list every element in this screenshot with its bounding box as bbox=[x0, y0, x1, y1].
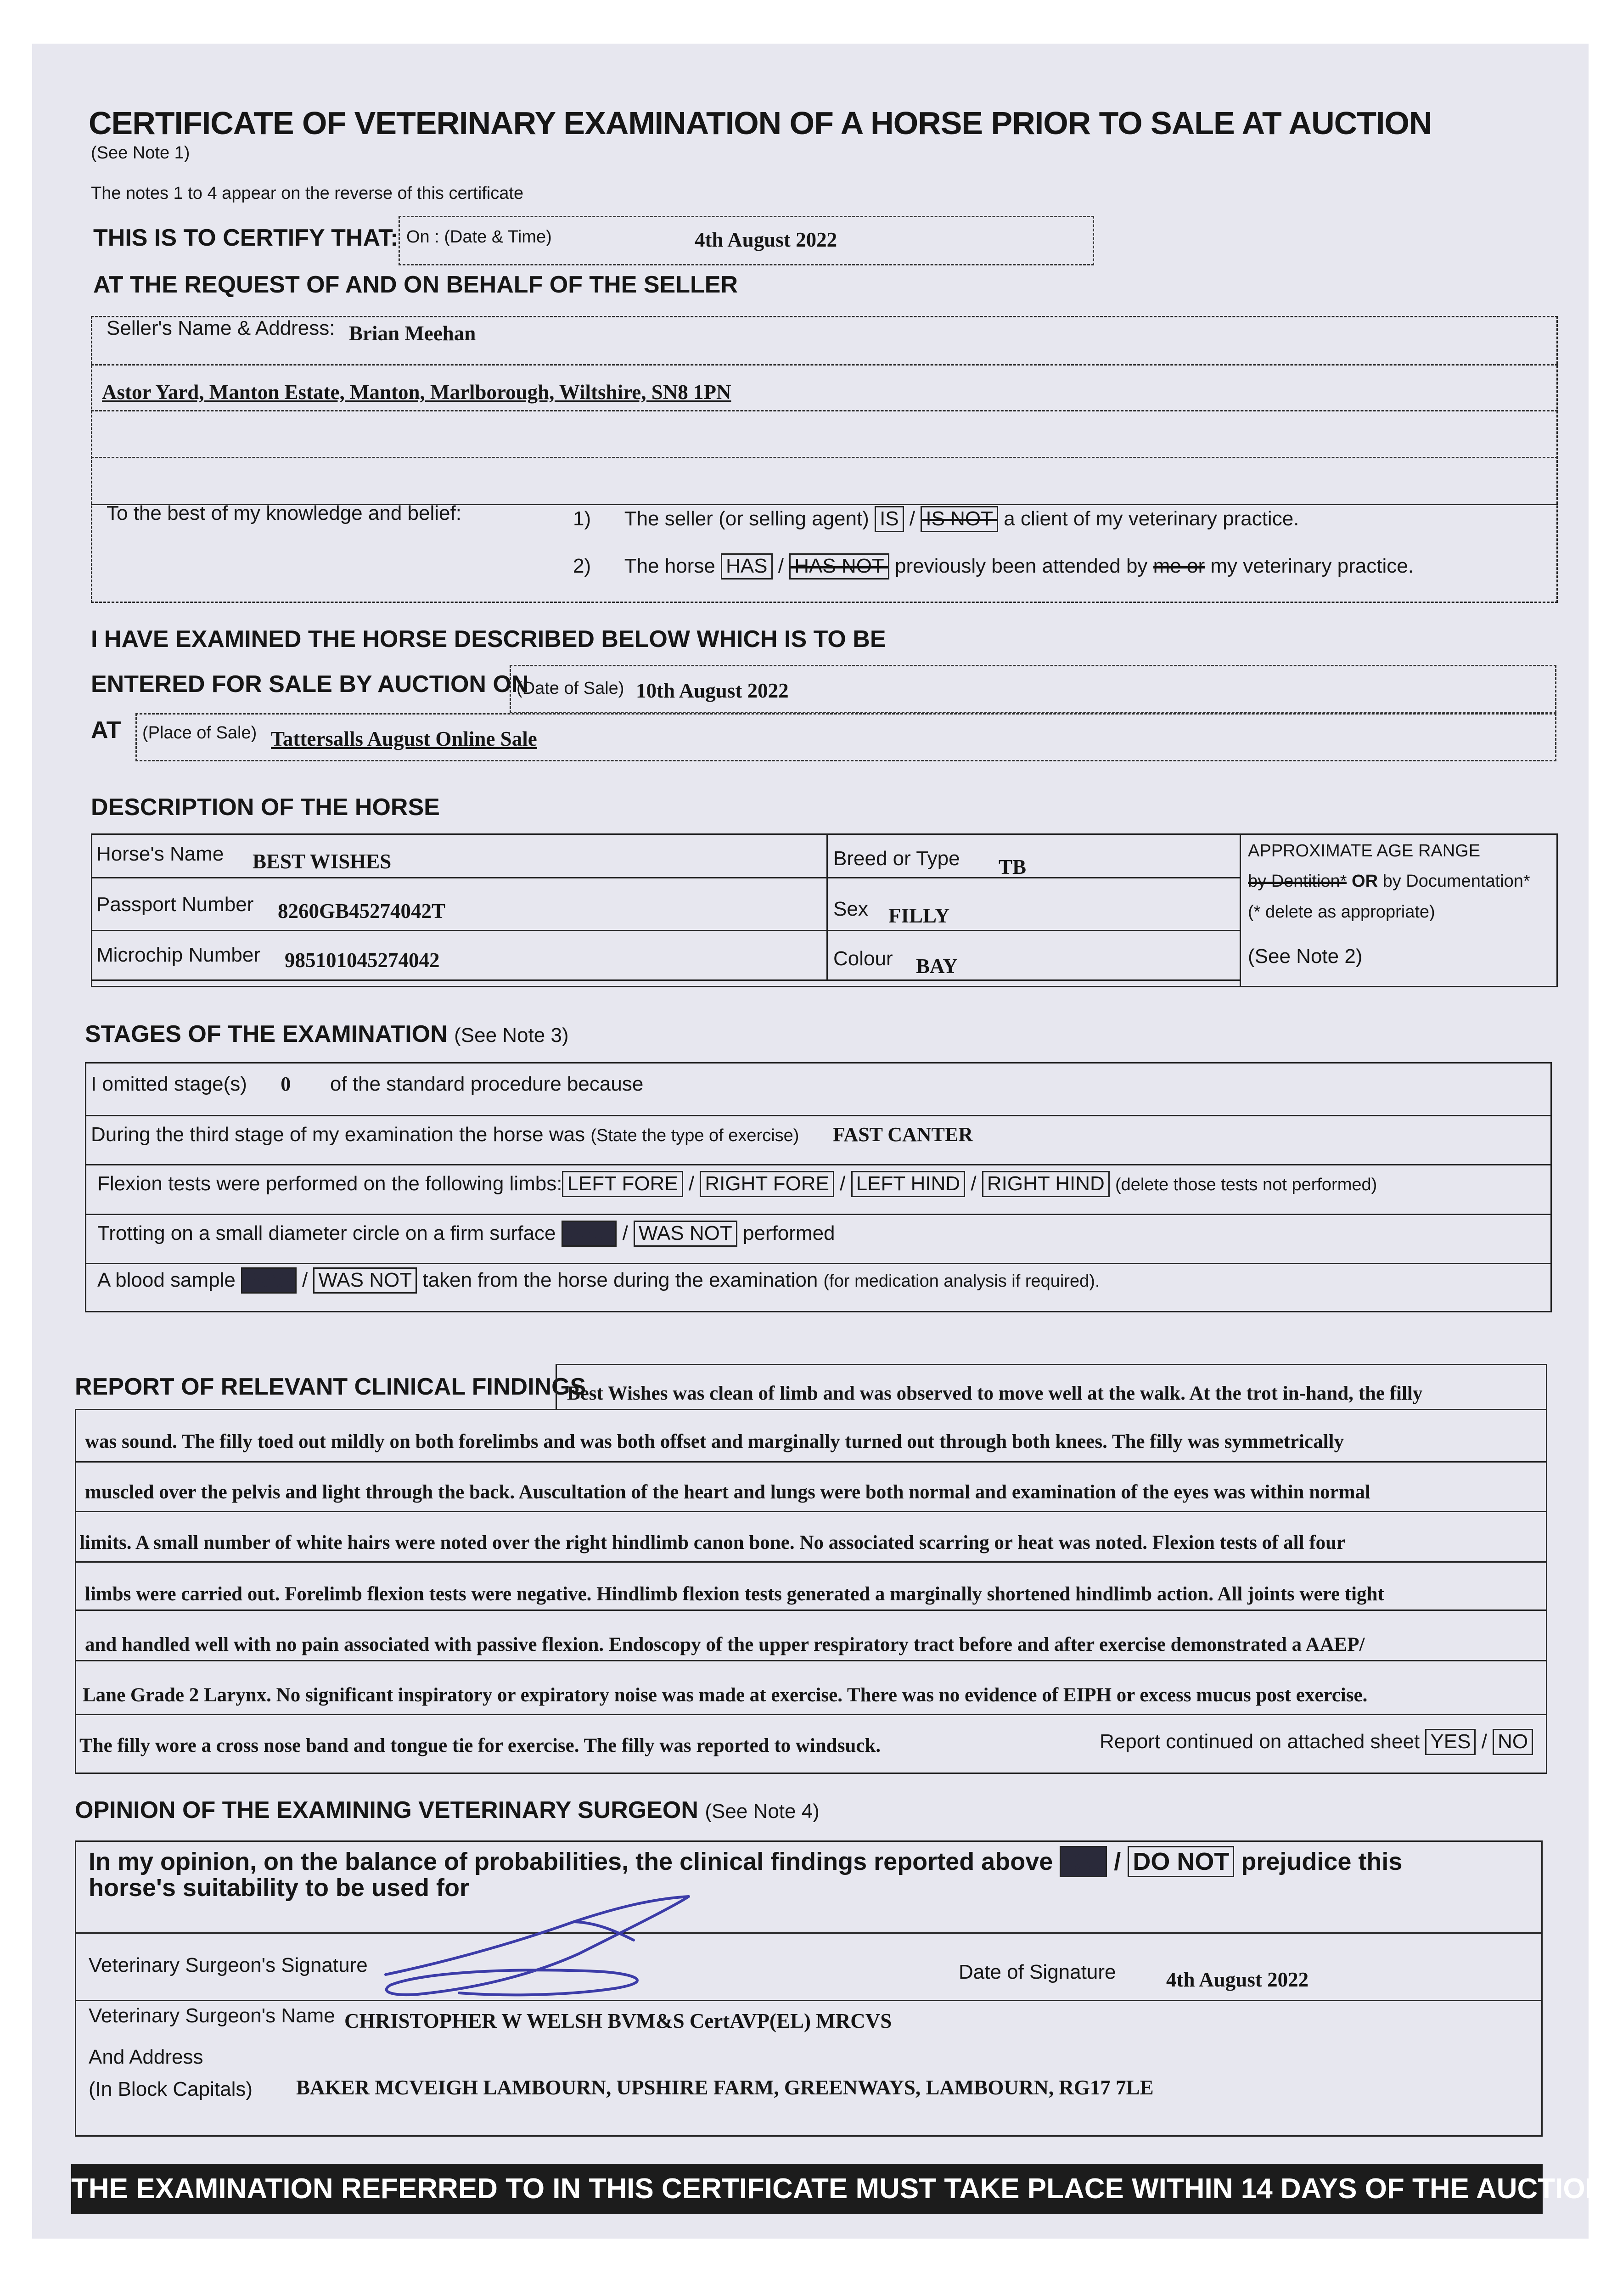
horse-has-not-option: HAS NOT bbox=[789, 553, 889, 580]
report-right-border bbox=[1546, 1364, 1547, 1773]
third-stage-row: During the third stage of my examination the horse was (State the type of exercise) FAST CANTER bbox=[91, 1123, 973, 1146]
sex-label: Sex bbox=[833, 898, 868, 920]
description-row-line bbox=[91, 979, 1240, 981]
description-row-line bbox=[91, 930, 1240, 931]
vet-name-value: CHRISTOPHER W WELSH BVM&S CertAVP(EL) MRCVS bbox=[344, 2009, 892, 2032]
report-line: was sound. The filly toed out mildly on both forelimbs and was both offset and marginally turned out through both knees. The filly was symmetrically bbox=[85, 1431, 1344, 1452]
report-left-border bbox=[75, 1409, 76, 1773]
seller-name-value: Brian Meehan bbox=[349, 322, 476, 345]
report-row-line bbox=[75, 1511, 1547, 1512]
seller-is-not-option: IS NOT bbox=[921, 506, 998, 532]
seller-is-option: IS bbox=[875, 506, 904, 532]
vet-address-label: And Address bbox=[89, 2046, 203, 2068]
description-row-line bbox=[91, 877, 1240, 878]
age-range-options: by Dentition* OR by Documentation* bbox=[1248, 872, 1530, 891]
certify-label: THIS IS TO CERTIFY THAT: bbox=[93, 225, 399, 251]
age-by-dentition-struck: by Dentition* bbox=[1248, 872, 1347, 891]
third-stage-value: FAST CANTER bbox=[832, 1123, 973, 1146]
stages-row-line bbox=[85, 1164, 1552, 1165]
footer-banner: THE EXAMINATION REFERRED TO IN THIS CERTIFICATE MUST TAKE PLACE WITHIN 14 DAYS OF THE AUCTION bbox=[71, 2164, 1543, 2214]
on-date-time-label: On : (Date & Time) bbox=[406, 227, 552, 247]
flexion-right-fore: RIGHT FORE bbox=[700, 1171, 834, 1197]
report-line: and handled well with no pain associated with passive flexion. Endoscopy of the upper respiratory tract before and after exercise demonstrated a AAEP/ bbox=[85, 1634, 1365, 1655]
report-row-line bbox=[75, 1714, 1547, 1715]
continued-no: NO bbox=[1493, 1729, 1533, 1755]
see-note-1: (See Note 1) bbox=[91, 143, 190, 163]
opinion-do-redacted: DO bbox=[1060, 1846, 1107, 1877]
breed-label: Breed or Type bbox=[833, 847, 960, 870]
handwritten-signature-icon bbox=[358, 1894, 707, 2004]
opinion-row-line bbox=[75, 2000, 1543, 2001]
blood-sample-row: A blood sample WAS / WAS NOT taken from the horse during the examination (for medication analysis if required). bbox=[97, 1267, 1100, 1294]
date-of-signature-value: 4th August 2022 bbox=[1166, 1968, 1309, 1991]
flexion-left-hind: LEFT HIND bbox=[851, 1171, 966, 1197]
passport-value: 8260GB45274042T bbox=[278, 900, 446, 923]
opinion-heading: OPINION OF THE EXAMINING VETERINARY SURGEON (See Note 4) bbox=[75, 1797, 820, 1823]
trotting-row: Trotting on a small diameter circle on a firm surface WAS / WAS NOT performed bbox=[97, 1221, 835, 1247]
microchip-label: Microchip Number bbox=[96, 944, 260, 966]
stages-heading: STAGES OF THE EXAMINATION (See Note 3) bbox=[85, 1021, 569, 1047]
seller-address-value: Astor Yard, Manton Estate, Manton, Marlborough, Wiltshire, SN8 1PN bbox=[102, 381, 731, 404]
knowledge-label: To the best of my knowledge and belief: bbox=[107, 502, 461, 524]
report-row-line bbox=[75, 1409, 1547, 1410]
seller-row-line bbox=[91, 410, 1558, 411]
report-line: limits. A small number of white hairs were noted over the right hindlimb canon bone. No associated scarring or heat was noted. Flexion tests of all four bbox=[79, 1532, 1346, 1553]
report-line: Best Wishes was clean of limb and was observed to move well at the walk. At the trot in-hand, the filly bbox=[567, 1383, 1423, 1404]
passport-label: Passport Number bbox=[96, 893, 254, 916]
stages-row-line bbox=[85, 1115, 1552, 1116]
at-label: AT bbox=[91, 717, 121, 743]
date-of-signature-label: Date of Signature bbox=[959, 1961, 1116, 1983]
horse-name-label: Horse's Name bbox=[96, 843, 224, 865]
age-see-note: (See Note 2) bbox=[1248, 945, 1363, 968]
omitted-stages-row: I omitted stage(s) 0 of the standard procedure because bbox=[91, 1073, 644, 1095]
vet-address-sublabel: (In Block Capitals) bbox=[89, 2078, 253, 2100]
stages-row-line bbox=[85, 1263, 1552, 1264]
place-of-sale-value: Tattersalls August Online Sale bbox=[271, 727, 537, 750]
opinion-row-line bbox=[75, 1932, 1543, 1934]
colour-value: BAY bbox=[916, 955, 958, 978]
me-or-struck: me or bbox=[1153, 555, 1205, 577]
sex-value: FILLY bbox=[888, 904, 950, 927]
flexion-left-fore: LEFT FORE bbox=[562, 1171, 683, 1197]
age-delete-note: (* delete as appropriate) bbox=[1248, 902, 1435, 922]
vet-name-label: Veterinary Surgeon's Name bbox=[89, 2004, 335, 2027]
trotting-was-redacted: WAS bbox=[562, 1221, 617, 1247]
certificate-title: CERTIFICATE OF VETERINARY EXAMINATION OF A HORSE PRIOR TO SALE AT AUCTION bbox=[89, 105, 1432, 141]
report-top-line bbox=[556, 1364, 1547, 1365]
report-bottom-line bbox=[75, 1773, 1547, 1774]
seller-name-label: Seller's Name & Address: bbox=[107, 317, 335, 339]
description-col-divider bbox=[1240, 833, 1241, 987]
place-of-sale-label: (Place of Sale) bbox=[142, 723, 257, 743]
report-line: limbs were carried out. Forelimb flexion tests were negative. Hindlimb flexion tests generated a marginally shortened hindlimb action. All joints were tight bbox=[85, 1583, 1384, 1605]
exam-date-value: 4th August 2022 bbox=[695, 228, 837, 251]
blood-was-redacted: WAS bbox=[241, 1267, 297, 1294]
horse-has-option: HAS bbox=[721, 553, 772, 580]
flexion-row: Flexion tests were performed on the following limbs: LEFT FORE / RIGHT FORE / LEFT HIND / RIGHT HIND (delete those tests not performed) bbox=[97, 1171, 1377, 1197]
microchip-value: 985101045274042 bbox=[285, 949, 440, 972]
report-continued: Report continued on attached sheet YES / NO bbox=[1100, 1729, 1533, 1755]
signature-label: Veterinary Surgeon's Signature bbox=[89, 1954, 368, 1976]
knowledge-item-1: 1) The seller (or selling agent) IS / IS NOT a client of my veterinary practice. bbox=[573, 506, 1299, 532]
horse-name-value: BEST WISHES bbox=[253, 850, 392, 873]
colour-label: Colour bbox=[833, 947, 893, 970]
knowledge-item-2: 2) The horse HAS / HAS NOT previously been attended by me or my veterinary practice. bbox=[573, 553, 1414, 580]
blood-was-not: WAS NOT bbox=[313, 1267, 417, 1294]
report-heading: REPORT OF RELEVANT CLINICAL FINDINGS bbox=[75, 1373, 586, 1400]
report-line: Lane Grade 2 Larynx. No significant inspiratory or expiratory noise was made at exercise. There was no evidence of EIPH or excess mucus post exercise. bbox=[83, 1684, 1368, 1706]
report-row-line bbox=[75, 1561, 1547, 1563]
breed-value: TB bbox=[999, 855, 1027, 878]
vet-address-value: BAKER MCVEIGH LAMBOURN, UPSHIRE FARM, GREENWAYS, LAMBOURN, RG17 7LE bbox=[296, 2076, 1154, 2099]
entered-label: ENTERED FOR SALE BY AUCTION ON bbox=[91, 671, 529, 698]
age-range-label: APPROXIMATE AGE RANGE bbox=[1248, 841, 1481, 861]
report-row-line bbox=[75, 1660, 1547, 1661]
request-heading: AT THE REQUEST OF AND ON BEHALF OF THE SELLER bbox=[93, 271, 738, 298]
report-row-line bbox=[75, 1609, 1547, 1611]
opinion-text-line2: horse's suitability to be used for bbox=[89, 1874, 469, 1902]
seller-row-line bbox=[91, 364, 1558, 366]
opinion-text-line1: In my opinion, on the balance of probabilities, the clinical findings reported above DO / DO NOT prejudice this bbox=[89, 1846, 1402, 1877]
flexion-right-hind: RIGHT HIND bbox=[982, 1171, 1110, 1197]
report-heading-divider bbox=[556, 1364, 557, 1410]
date-of-sale-label: (Date of Sale) bbox=[517, 679, 624, 698]
description-heading: DESCRIPTION OF THE HORSE bbox=[91, 794, 440, 821]
continued-yes: YES bbox=[1425, 1729, 1476, 1755]
examined-heading: I HAVE EXAMINED THE HORSE DESCRIBED BELOW WHICH IS TO BE bbox=[91, 626, 886, 653]
omitted-stages-value: 0 bbox=[281, 1073, 291, 1095]
stages-row-line bbox=[85, 1214, 1552, 1215]
report-line: The filly wore a cross nose band and tongue tie for exercise. The filly was reported to windsuck. bbox=[79, 1735, 881, 1756]
report-line: muscled over the pelvis and light through the back. Auscultation of the heart and lungs were both normal and examination of the eyes was within normal bbox=[85, 1481, 1370, 1503]
description-col-divider bbox=[826, 833, 828, 980]
notes-line: The notes 1 to 4 appear on the reverse of this certificate bbox=[91, 184, 524, 203]
seller-row-line bbox=[91, 457, 1558, 458]
date-of-sale-value: 10th August 2022 bbox=[636, 679, 789, 702]
trotting-was-not: WAS NOT bbox=[634, 1221, 737, 1247]
opinion-do-not: DO NOT bbox=[1128, 1846, 1234, 1877]
report-row-line bbox=[75, 1461, 1547, 1463]
